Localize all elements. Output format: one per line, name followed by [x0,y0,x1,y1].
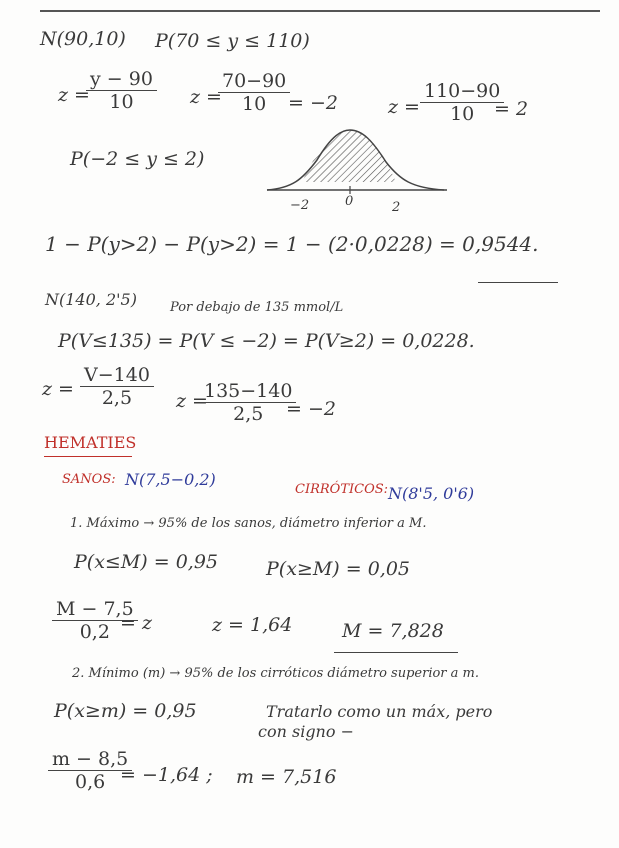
z1-denominator: 10 [109,91,134,113]
distribution-label: N(90,10) [40,28,126,50]
result-line: 1 − P(y>2) − P(y>2) = 1 − (2·0,0228) = 0,9544. [45,232,539,256]
z3-result: = 2 [494,98,529,120]
question-2: 2. Mínimo (m) → 95% de los cirróticos diámetro superior a m. [72,666,479,681]
mm-numerator: m − 8,5 [48,748,132,771]
m-result-underline [334,652,458,653]
z3-denominator: 10 [450,103,475,125]
zv2-fraction [200,380,296,425]
z1-lhs: z = [58,84,90,106]
z-critical-value: z = 1,64 [212,614,293,636]
axis-label-neg2: −2 [290,198,310,213]
sodium-distribution: N(140, 2'5) [45,290,137,309]
mm-denominator: 0,6 [75,771,106,793]
z2-fraction [218,70,290,115]
zv-fraction [80,364,154,409]
probability-range: P(70 ≤ y ≤ 110) [155,30,310,52]
zv2-lhs: z = [176,390,208,412]
section-heading: HEMATIES [44,433,137,452]
z3-lhs: z = [388,96,420,118]
m-equation-rhs: = z [120,612,152,634]
question-1: 1. Máximo → 95% de los sanos, diámetro inferior a M. [70,516,427,531]
z2-lhs: z = [190,86,222,108]
m-denominator: 0,2 [79,621,110,643]
zv-numerator: V−140 [80,364,154,387]
z2-result: = −2 [288,92,338,114]
q2-note: Tratarlo como un máx, pero [266,702,493,721]
axis-label-zero: 0 [345,194,354,209]
m-numerator: M − 7,5 [52,598,138,621]
z1-numerator: y − 90 [86,68,157,91]
heading-underline [44,456,132,457]
zv2-denominator: 2,5 [233,403,264,425]
zv-denominator: 2,5 [101,387,133,409]
m-upper-result: M = 7,828 [342,620,444,642]
z2-denominator: 10 [242,93,267,115]
zv2-result: = −2 [286,398,336,420]
zv-lhs: z = [42,378,74,400]
cirrhotic-distribution: N(8'5, 0'6) [388,484,475,503]
mm-equation-rhs: = −1,64 ; [120,764,213,786]
q1-probability-right: P(x≥M) = 0,05 [266,558,411,580]
z2-numerator: 70−90 [218,70,290,93]
zv2-numerator: 135−140 [200,380,296,403]
q2-note-sign: con signo − [258,722,354,741]
sodium-probability: P(V≤135) = P(V ≤ −2) = P(V≥2) = 0,0228. [58,330,475,352]
z1-fraction [86,68,157,113]
z3-fraction [420,80,504,125]
cirrhotic-label: CIRRÓTICOS: [295,482,389,497]
standard-range: P(−2 ≤ y ≤ 2) [70,148,205,170]
healthy-label: SANOS: [62,472,116,487]
sodium-note: Por debajo de 135 mmol/L [170,300,344,315]
axis-label-pos2: 2 [392,200,401,215]
healthy-distribution: N(7,5−0,2) [125,470,216,489]
q2-probability: P(x≥m) = 0,95 [54,700,197,722]
result-underline [478,282,558,283]
z3-numerator: 110−90 [420,80,504,103]
page-top-rule [40,10,600,12]
q1-probability-left: P(x≤M) = 0,95 [74,551,219,573]
m-lower-result: m = 7,516 [236,766,337,788]
